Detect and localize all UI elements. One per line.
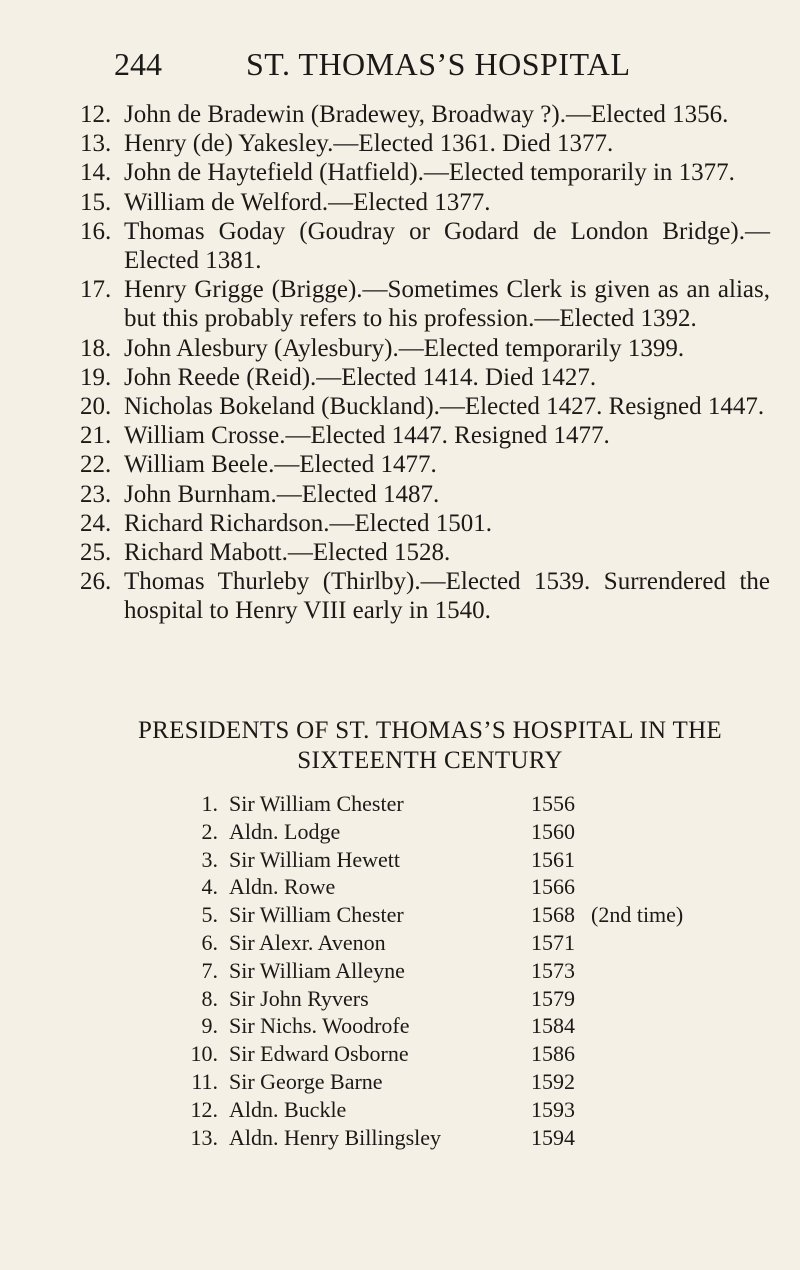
item-text: John Alesbury (Aylesbury).—Elected temporarily 1399. <box>124 334 685 362</box>
item-text: Thomas Goday (Goudray or Godard de London Bridge).— Elected 1381. <box>124 217 770 275</box>
row-number: 8. <box>201 985 218 1011</box>
masters-list <box>80 100 770 626</box>
list-item <box>80 158 770 187</box>
president-year: 1593 <box>531 1096 575 1122</box>
list-item <box>80 538 770 567</box>
list-item <box>80 567 770 625</box>
row-number: 3. <box>201 846 218 872</box>
item-text: Thomas Thurleby (Thirlby).—Elected 1539. Surrendered the hospital to Henry VIII early in 1540. <box>124 568 770 625</box>
item-number: 13. <box>80 130 112 158</box>
list-item <box>80 421 770 450</box>
president-name: Sir William Chester <box>229 791 404 816</box>
item-number: 17. <box>80 276 112 304</box>
president-year: 1573 <box>531 957 575 983</box>
row-number: 4. <box>201 874 218 900</box>
item-number: 15. <box>80 188 112 216</box>
list-item <box>80 188 770 217</box>
list-item <box>80 129 770 158</box>
president-year: 1556 <box>531 791 575 816</box>
item-number: 21. <box>80 422 112 450</box>
president-name: Sir Nichs. Woodrofe <box>229 1013 410 1039</box>
president-name: Sir William Hewett <box>229 846 401 872</box>
item-text: Nicholas Bokeland (Buckland).—Elected 1427. Resigned 1447. <box>124 393 765 421</box>
president-year: 1571 <box>531 929 575 955</box>
president-name: Sir Alexr. Avenon <box>229 929 386 955</box>
row-number: 5. <box>201 902 218 928</box>
running-title: ST. THOMAS’S HOSPITAL <box>246 46 631 82</box>
table-row <box>180 846 740 874</box>
row-number: 2. <box>201 818 218 844</box>
table-row <box>180 901 740 929</box>
president-name: Aldn. Rowe <box>229 874 336 900</box>
table-row <box>180 818 740 846</box>
president-name: Sir Edward Osborne <box>229 1041 409 1067</box>
table-row <box>180 957 740 985</box>
row-number: 6. <box>201 929 218 955</box>
item-number: 20. <box>80 393 112 421</box>
item-text: Richard Mabott.—Elected 1528. <box>124 539 451 567</box>
section-heading <box>90 716 770 776</box>
president-year: 1584 <box>531 1013 575 1039</box>
table-row <box>180 985 740 1013</box>
section-heading-line-2: SIXTEENTH CENTURY <box>297 747 563 774</box>
president-year: 1560 <box>531 818 575 844</box>
president-name: Sir William Chester <box>229 902 404 928</box>
item-number: 12. <box>80 101 112 128</box>
item-number: 18. <box>80 334 112 362</box>
item-text: John de Bradewin (Bradewey, Broadway ?).—Elected 1356. <box>124 101 729 128</box>
item-text: William de Welford.—Elected 1377. <box>124 188 491 216</box>
president-year: 1579 <box>531 985 575 1011</box>
row-number: 9. <box>201 1013 218 1039</box>
page-number: 244 <box>114 46 162 82</box>
item-number: 25. <box>80 539 112 567</box>
list-item <box>80 217 770 275</box>
item-text: John Burnham.—Elected 1487. <box>124 480 440 508</box>
table-row <box>180 790 740 818</box>
president-note: (2nd time) <box>591 902 684 928</box>
table-row <box>180 929 740 957</box>
president-year: 1561 <box>531 846 575 872</box>
item-number: 23. <box>80 480 112 508</box>
president-name: Aldn. Buckle <box>229 1096 347 1122</box>
section-heading-line-1: PRESIDENTS OF ST. THOMAS’S HOSPITAL IN THE <box>137 717 723 744</box>
table-row <box>180 1040 740 1068</box>
row-number: 1. <box>201 791 218 816</box>
president-name: Sir William Alleyne <box>229 957 405 983</box>
row-number: 13. <box>190 1124 218 1150</box>
president-name: Sir John Ryvers <box>229 985 369 1011</box>
item-number: 19. <box>80 363 112 391</box>
table-row <box>180 873 740 901</box>
president-year: 1586 <box>531 1041 575 1067</box>
president-name: Sir George Barne <box>229 1068 383 1094</box>
row-number: 12. <box>190 1096 218 1122</box>
list-item <box>80 392 770 421</box>
item-number: 22. <box>80 451 112 479</box>
item-text: William Crosse.—Elected 1447. Resigned 1477. <box>124 422 610 450</box>
item-number: 14. <box>80 159 112 187</box>
item-text: Henry (de) Yakesley.—Elected 1361. Died 1377. <box>124 130 614 158</box>
president-name: Aldn. Henry Billingsley <box>229 1124 442 1150</box>
list-item <box>80 363 770 392</box>
item-number: 26. <box>80 568 112 596</box>
table-row <box>180 1012 740 1040</box>
list-item <box>80 480 770 509</box>
list-item <box>80 334 770 363</box>
running-head <box>0 46 800 86</box>
presidents-table <box>180 790 740 1151</box>
item-text: John de Haytefield (Hatfield).—Elected temporarily in 1377. <box>124 159 735 187</box>
list-item <box>80 509 770 538</box>
table-row <box>180 1124 740 1152</box>
row-number: 11. <box>191 1068 218 1094</box>
item-text: William Beele.—Elected 1477. <box>124 451 437 479</box>
list-item <box>80 275 770 333</box>
item-text: Henry Grigge (Brigge).—Sometimes Clerk is given as an alias, but this probably refers to his profession.—Elected 1392. <box>124 276 770 333</box>
president-year: 1566 <box>531 874 575 900</box>
president-year: 1592 <box>531 1068 575 1094</box>
row-number: 10. <box>190 1041 218 1067</box>
table-row <box>180 1068 740 1096</box>
list-item <box>80 100 770 129</box>
item-number: 24. <box>80 509 112 537</box>
president-name: Aldn. Lodge <box>229 818 341 844</box>
item-text: Richard Richardson.—Elected 1501. <box>124 509 492 537</box>
president-year: 1568 <box>531 902 575 928</box>
president-year: 1594 <box>531 1124 575 1150</box>
table-row <box>180 1096 740 1124</box>
item-text: John Reede (Reid).—Elected 1414. Died 1427. <box>124 363 597 391</box>
row-number: 7. <box>201 957 218 983</box>
item-number: 16. <box>80 217 112 245</box>
list-item <box>80 450 770 479</box>
